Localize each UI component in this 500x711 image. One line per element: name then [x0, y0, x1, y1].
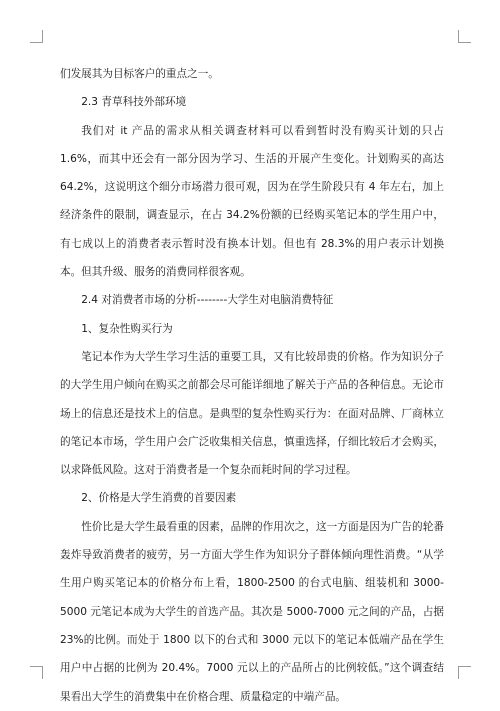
paragraph-market-demand: 我们对 it 产品的需求从相关调查材料可以看到暂时没有购买计划的只占 1.6%，而其中还会有一部分因为学习、生活的开展产生变化。计划购买的高达 64.2%，这说明这个细分市场潜力很可观，因为在学生阶段只有 4 年左右，加上经济条件的限制，调查显示，在占 34.2%份额的已经购买笔记本的学生用户中，有七成以上的消费者表示暂时没有换本计划。但也有 28.3%的用户表示计划换本。但其升级、服务的消费同样很客观。: [60, 124, 444, 279]
document-body: [60, 60, 444, 711]
paragraph-complex-buying: 笔记本作为大学生学习生活的重要工具，又有比较昂贵的价格。作为知识分子的大学生用户倾向在购买之前都会尽可能详细地了解关于产品的各种信息。无论市场上的信息还是技术上的信息。是典型的复杂性购买行为：在面对品牌、厂商林立的笔记本市场，学生用户会广泛收集相关信息，慎重选择，仔细比较后才会购买，以求降低风险。这对于消费者是一个复杂而耗时间的学习过程。: [60, 350, 444, 477]
heading-2-3: 2.3 青草科技外部环境: [81, 96, 187, 109]
paragraph-price-factor: 性价比是大学生最看重的因素，品牌的作用次之，这一方面是因为广告的轮番轰炸导致消费者的疲劳，另一方面大学生作为知识分子群体倾向理性消费。“从学生用户购买笔记本的价格分布上看，1800-2500 的台式电脑、组装机和 3000-5000 元笔记本成为大学生的首选产品。其次是 5000-7000 元之间的产品，占据 23%的比例。而处于 1800 以下的台式和 3000 元以下的笔记本低端产品在学生用户中占据的比例为 20.4%。7000 元以上的产品所占的比例较低。”这个调查结果看出大学生的消费集中在价格合理、质量稳定的中端产品。: [60, 520, 444, 703]
heading-price-factor: 2、价格是大学生消费的首要因素: [81, 492, 237, 505]
paragraph-continued: 们发展其为目标客户的重点之一。: [60, 68, 219, 80]
crop-mark-bottom-left: [30, 666, 43, 679]
heading-2-4: 2.4 对消费者市场的分析--------大学生对电脑消费特征: [81, 294, 334, 307]
crop-mark-top-right: [458, 30, 471, 43]
crop-mark-top-left: [30, 30, 43, 43]
crop-mark-bottom-right: [458, 666, 471, 679]
heading-complex-buying: 1、复杂性购买行为: [81, 322, 173, 335]
